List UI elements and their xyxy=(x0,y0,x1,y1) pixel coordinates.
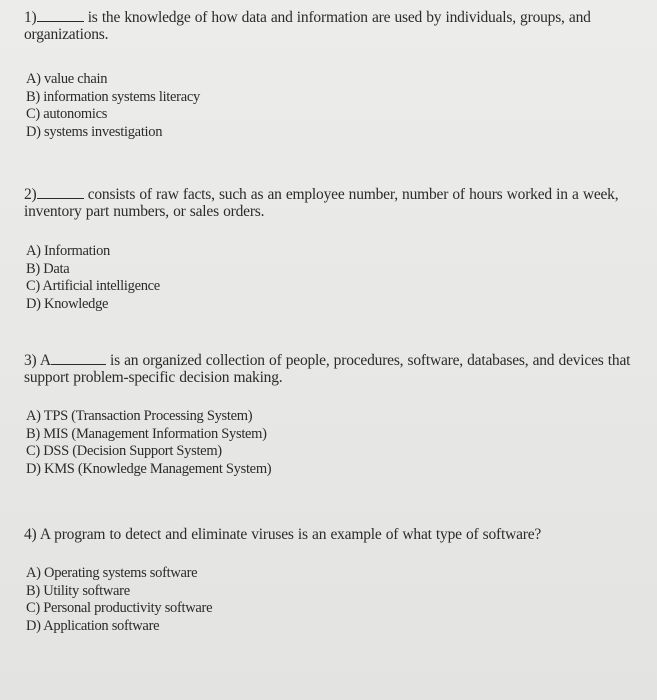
question-2-text: consists of raw facts, such as an employee number, number of hours worked in a week, inventory part numbers, or sales orders. xyxy=(24,186,619,220)
option-b: B) MIS (Management Information System) xyxy=(26,425,267,442)
question-4 xyxy=(24,526,654,634)
question-4-number: 4) xyxy=(24,526,37,543)
question-1 xyxy=(24,9,654,140)
answer-blank xyxy=(51,352,106,365)
option-c: C) Personal productivity software xyxy=(26,600,213,617)
option-a: A) TPS (Transaction Processing System) xyxy=(26,408,253,424)
question-3-text: is an organized collection of people, procedures, software, databases, and devices that support problem-specific decision making. xyxy=(24,352,631,386)
option-b: B) Data xyxy=(26,260,70,277)
option-a: A) Information xyxy=(26,243,110,259)
option-d: D) Knowledge xyxy=(26,295,109,312)
question-3-options xyxy=(26,408,271,478)
question-3-number: 3) A xyxy=(24,352,51,369)
question-3 xyxy=(24,352,654,477)
option-d: D) Application software xyxy=(26,617,160,634)
question-2 xyxy=(24,186,654,312)
option-a: A) Operating systems software xyxy=(26,565,198,581)
question-3-stem xyxy=(24,352,654,386)
question-1-stem xyxy=(24,9,654,43)
option-b: B) information systems literacy xyxy=(26,88,200,105)
question-1-text: is the knowledge of how data and information are used by individuals, groups, and organizations. xyxy=(24,9,591,43)
question-4-options xyxy=(26,565,212,635)
option-b: B) Utility software xyxy=(26,582,130,599)
question-1-options xyxy=(26,71,200,141)
option-d: D) systems investigation xyxy=(26,123,163,140)
question-1-number: 1) xyxy=(24,9,37,26)
option-d: D) KMS (Knowledge Management System) xyxy=(26,460,272,477)
question-2-options xyxy=(26,243,160,313)
answer-blank xyxy=(37,186,84,199)
option-a: A) value chain xyxy=(26,71,108,87)
question-2-number: 2) xyxy=(24,186,37,203)
question-4-text: A program to detect and eliminate viruses is an example of what type of software? xyxy=(39,526,542,543)
option-c: C) DSS (Decision Support System) xyxy=(26,443,222,460)
option-c: C) Artificial intelligence xyxy=(26,278,160,295)
question-2-stem xyxy=(24,186,654,220)
question-4-stem xyxy=(24,526,654,543)
option-c: C) autonomics xyxy=(26,106,108,123)
answer-blank xyxy=(37,9,84,22)
